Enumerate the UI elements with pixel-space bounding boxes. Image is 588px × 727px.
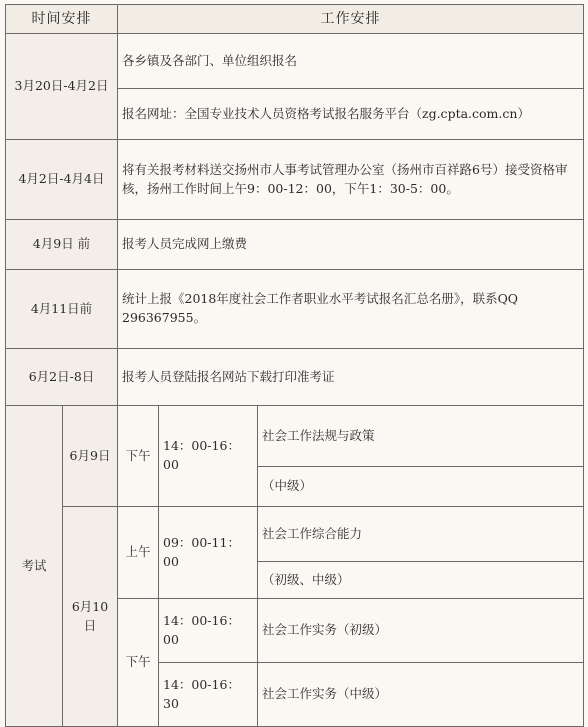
exam-period: 上午 bbox=[118, 507, 159, 599]
row-text: 各乡镇及各部门、单位组织报名 bbox=[118, 34, 584, 89]
exam-time: 14：00-16：00 bbox=[159, 599, 258, 663]
row-text: 报考人员登陆报名网站下载打印准考证 bbox=[118, 349, 584, 406]
exam-day: 6月9日 bbox=[63, 406, 118, 507]
exam-period: 下午 bbox=[118, 406, 159, 507]
exam-period: 下午 bbox=[118, 599, 159, 727]
table-row bbox=[6, 270, 584, 349]
exam-level: （中级） bbox=[258, 467, 584, 507]
header-work: 工作安排 bbox=[118, 5, 584, 34]
header-time: 时间安排 bbox=[6, 5, 118, 34]
exam-row bbox=[6, 507, 584, 562]
exam-label: 考试 bbox=[6, 406, 63, 727]
row-date: 4月11日前 bbox=[6, 270, 118, 349]
row-date: 4月9日 前 bbox=[6, 220, 118, 270]
table-row bbox=[6, 349, 584, 406]
exam-subject: 社会工作综合能力 bbox=[258, 507, 584, 562]
table-header-row bbox=[6, 5, 584, 34]
table-row bbox=[6, 140, 584, 220]
schedule-table bbox=[5, 4, 584, 727]
exam-time: 14：00-16：00 bbox=[159, 406, 258, 507]
exam-time: 09：00-11：00 bbox=[159, 507, 258, 599]
exam-level: （初级、中级） bbox=[258, 562, 584, 599]
row-text: 将有关报考材料送交扬州市人事考试管理办公室（扬州市百祥路6号）接受资格审核，扬州工作时间上午9：00-12：00，下午1：30-5：00。 bbox=[118, 140, 584, 220]
exam-row bbox=[6, 406, 584, 467]
row-date: 4月2日-4月4日 bbox=[6, 140, 118, 220]
row-text: 报名网址：全国专业技术人员资格考试报名服务平台（zg.cpta.com.cn） bbox=[118, 89, 584, 140]
exam-subject: 社会工作实务（中级） bbox=[258, 663, 584, 727]
row-date: 6月2日-8日 bbox=[6, 349, 118, 406]
exam-time: 14：00-16：30 bbox=[159, 663, 258, 727]
table-row bbox=[6, 34, 584, 89]
exam-subject: 社会工作实务（初级） bbox=[258, 599, 584, 663]
exam-day: 6月10日 bbox=[63, 507, 118, 727]
row-text: 报考人员完成网上缴费 bbox=[118, 220, 584, 270]
table-row bbox=[6, 220, 584, 270]
exam-subject: 社会工作法规与政策 bbox=[258, 406, 584, 467]
row-date: 3月20日-4月2日 bbox=[6, 34, 118, 140]
row-text: 统计上报《2018年度社会工作者职业水平考试报名汇总名册》，联系QQ 296367955。 bbox=[118, 270, 584, 349]
